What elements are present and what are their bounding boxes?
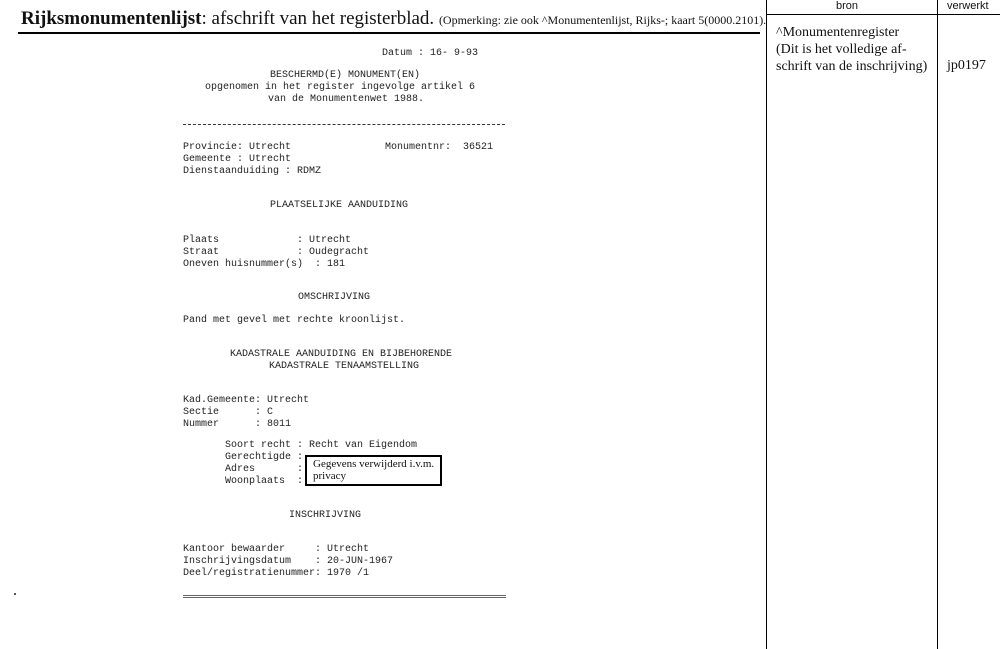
kad-line: Nummer : 8011 xyxy=(183,419,292,430)
plaats-line: Straat : Oudegracht xyxy=(183,247,370,258)
column-divider xyxy=(766,0,767,649)
bron-line: ^Monumentenregister xyxy=(776,25,900,40)
bron-line: (Dit is het volledige af- xyxy=(776,42,907,57)
section-title: OMSCHRIJVING xyxy=(298,292,371,303)
omschrijving: Pand met gevel met rechte kroonlijst. xyxy=(183,315,406,326)
kad-line: Sectie : C xyxy=(183,407,274,418)
col-bron-header: bron xyxy=(836,0,859,12)
provincie: Provincie: Utrecht xyxy=(183,142,292,153)
recht-line: Adres : xyxy=(225,464,304,475)
heading: opgenomen in het register ingevolge artikel 6 xyxy=(205,82,476,93)
datum: Datum : 16- 9-93 xyxy=(382,48,479,59)
section-title: KADASTRALE TENAAMSTELLING xyxy=(269,361,420,372)
monumentnr: Monumentnr: 36521 xyxy=(385,142,494,153)
kad-line: Kad.Gemeente: Utrecht xyxy=(183,395,310,406)
bron-line: schrift van de inschrijving) xyxy=(776,59,928,74)
title-rule xyxy=(18,32,760,34)
verwerkt-value: jp0197 xyxy=(947,58,986,73)
inschr-line: Kantoor bewaarder : Utrecht xyxy=(183,544,370,555)
privacy-box xyxy=(305,455,442,486)
section-title: PLAATSELIJKE AANDUIDING xyxy=(270,200,409,211)
scan-speck xyxy=(14,593,16,595)
title-bold: Rijksmonumentenlijst xyxy=(21,8,202,29)
heading: van de Monumentenwet 1988. xyxy=(268,94,425,105)
recht-line: Gerechtigde : xyxy=(225,452,304,463)
recht-line: Woonplaats : xyxy=(225,476,304,487)
bron-text xyxy=(776,24,927,75)
title-rest: : afschrift van het registerblad. xyxy=(201,8,435,29)
plaats-line: Plaats : Utrecht xyxy=(183,235,352,246)
recht-line: Soort recht : Recht van Eigendom xyxy=(225,440,418,451)
header-rule xyxy=(766,14,1000,15)
double-rule xyxy=(183,595,506,598)
privacy-text: Gegevens verwijderd i.v.m. xyxy=(313,458,435,470)
gemeente: Gemeente : Utrecht xyxy=(183,154,292,165)
section-title: INSCHRIJVING xyxy=(289,510,362,521)
remark: (Opmerking: zie ook ^Monumentenlijst, Rijks-; kaart 5(0000.2101). xyxy=(438,13,767,27)
plaats-line: Oneven huisnummer(s) : 181 xyxy=(183,259,346,270)
dienstaanduiding: Dienstaanduiding : RDMZ xyxy=(183,166,322,177)
page-title xyxy=(21,8,766,30)
column-divider xyxy=(937,0,938,649)
privacy-text: privacy xyxy=(313,470,346,482)
inschr-line: Inschrijvingsdatum : 20-JUN-1967 xyxy=(183,556,394,567)
section-title: KADASTRALE AANDUIDING EN BIJBEHORENDE xyxy=(230,349,453,360)
heading: BESCHERMD(E) MONUMENT(EN) xyxy=(270,70,421,81)
inschr-line: Deel/registratienummer: 1970 /1 xyxy=(183,568,370,579)
col-verwerkt-header: verwerkt xyxy=(947,0,989,12)
dashed-rule xyxy=(183,124,505,126)
